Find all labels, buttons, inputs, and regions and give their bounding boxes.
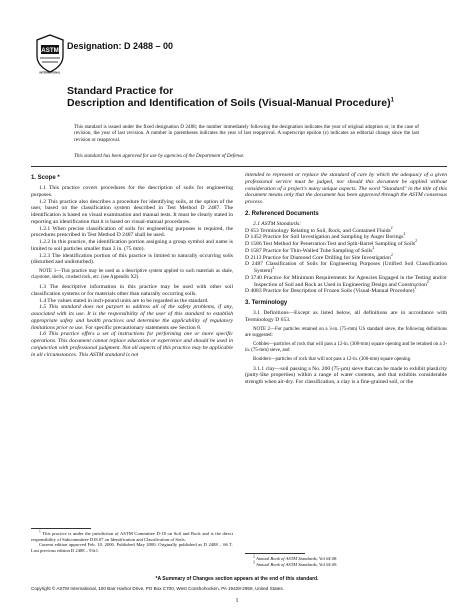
para-1-6-continued: intended to represent or replace the standard of care by which the adequacy of a given professional service must be judged, nor should this document be applied without consideration of a project's many unique aspects. The word "Standard" in the title of this document means only that the document has been approved through the ASTM consensus process.: [245, 172, 447, 205]
right-footnotes: [245, 556, 447, 567]
footnote-2-text: Annual Book of ASTM Standards, Vol 04.08.: [255, 556, 338, 561]
para-1-2-2: 1.2.2 In this practice, the identification portion assigning a group symbol and name is limited to soil particles smaller than 3 in. (75 mm).: [31, 239, 233, 252]
left-column: [31, 172, 233, 358]
section-references-heading: 2. Referenced Documents: [245, 210, 319, 217]
section-scope-heading: 1. Scope *: [31, 175, 60, 181]
para-1-4: 1.4 The values stated in inch-pound units are to be regarded as the standard.: [39, 297, 209, 304]
references-list: [245, 225, 447, 296]
astm-standards-subhead: 2.1 ASTM Standards:: [253, 220, 302, 227]
title-line-2: [67, 97, 407, 109]
reference-text: D 1586 Test Method for Penetration Test and Split-Barrel Sampling of Soils: [245, 241, 416, 247]
reference-item: [245, 288, 447, 295]
reference-text: D 4083 Practice for Description of Frozen Soils (Visual-Manual Procedure): [245, 288, 415, 295]
issue-note: This standard is issued under the fixed designation D 2488; the number immediately following the designation indicates the year of original adoption or, in the case of revision, the year of last revision. A number in parentheses indicates the year of last reapproval. A superscript epsilon (ε) indicates an editorial change since the last revision or reapproval.: [74, 124, 419, 143]
footnote-1-mark: 1: [39, 529, 41, 534]
svg-text:ASTM: ASTM: [41, 47, 59, 55]
designation: Designation: D 2488 – 00: [67, 41, 174, 51]
copyright-line: Copyright © ASTM International, 100 Barr Harbor Drive, PO Box C700, West Conshohocken, PA 19428-2959, United States.: [31, 586, 284, 591]
boulders-definition: Boulders—particles of rock that will not pass a 12-in. (300-mm) square opening.: [253, 356, 412, 362]
summary-of-changes-note: *A Summary of Changes section appears at the end of this standard.: [155, 576, 319, 582]
para-1-6: 1.6 This practice offers a set of instructions for performing one or more specific operations. This document cannot replace education or experience and should be used in conjunction with professional judgment. Not all aspects of this practice may be applicable in all circumstances. This ASTM standard is not: [31, 331, 233, 358]
header-divider: [31, 166, 447, 167]
dod-approval-note: This standard has been approved for use by agencies of the Department of Defense.: [74, 153, 245, 159]
reference-item: [245, 245, 447, 255]
reference-footnote-mark: 2: [390, 225, 393, 230]
reference-footnote-mark: 3: [414, 286, 417, 291]
footnote-2-mark: 2: [253, 554, 255, 559]
page-number: 1: [235, 598, 239, 604]
para-3-1-1: 3.1.1 clay—soil passing a No. 200 (75-μm) sieve that can be made to exhibit plasticity (putty-like properties) within a range of water contents, and that exhibits considerable strength when air-dry. For classification, a clay is a fine-grained soil, or the: [245, 365, 447, 385]
right-column: [245, 172, 447, 386]
astm-logo: [36, 34, 64, 74]
reference-text: D 3740 Practice for Minimum Requirements for Agencies Engaged in the Testing and/or Inspection of Soil and Rock as Used in Engineering Design and Construction: [245, 274, 447, 288]
reference-footnote-mark: 2: [426, 279, 429, 284]
title-line-1: Standard Practice for: [67, 85, 174, 97]
safety-reference: For specific precautionary statements see Section 8.: [83, 324, 202, 331]
reference-item: [245, 241, 447, 248]
footnote-1-text: This practice is under the jurisdiction of ASTM Committee D-18 on Soil and Rock and is the direct responsibility of Subcommittee D18.07 on Identification and Classification of Soils.: [31, 531, 233, 542]
para-1-5: [31, 304, 233, 331]
footnote-3-mark: 3: [253, 560, 255, 565]
para-3-1: 3.1 Definitions—Except as listed below, all definitions are in accordance with Terminology D 653.: [245, 310, 447, 323]
reference-footnote-mark: 2: [403, 232, 406, 237]
reference-item: [245, 261, 447, 275]
footnote-1-edition: Current edition approved Feb. 10, 2000. Published May 2000. Originally published as D 2488 – 66 T. Last previous edition D 2488 – 93ε1.: [31, 542, 233, 553]
document-title: Description and Identification of Soils (Visual-Manual Procedure): [67, 97, 391, 109]
svg-text:INTERNATIONAL: INTERNATIONAL: [39, 71, 61, 74]
reference-text: D 2113 Practice for Diamond Core Drilling for Site Investigation: [245, 254, 391, 261]
para-1-2-1: 1.2.1 When precise classification of soils for engineering purposes is required, the procedures prescribed in Test Method D 2487 shall be used.: [31, 225, 233, 239]
reference-item: [245, 275, 447, 289]
footnote-3-text: Annual Book of ASTM Standards, Vol 04.09.: [255, 561, 338, 567]
reference-footnote-mark: 2: [390, 252, 393, 257]
safety-statement: 1.5 This standard does not purport to address all of the safety problems, if any, associated with its use. It is the responsibility of the user of this standard to establish appropriate safety and health practices and determine the applicability of regulatory limitations prior to use.: [31, 304, 233, 331]
note-1: NOTE 1—This practice may be used as a descriptive system applied to such materials as shale, claystone, shells, crushed rock, etc. (see Appendix X2).: [31, 269, 233, 280]
footnote-1: [31, 531, 233, 553]
cobbles-definition: Cobbles—particles of rock that will pass a 12-in. (300-mm) square opening and be retained on a 3-in. (75-mm) sieve, and: [245, 341, 447, 353]
para-1-3: 1.3 The descriptive information in this practice may be used with other soil classification systems or for materials other than naturally occurring soils.: [31, 284, 233, 297]
section-terminology-heading: 3. Terminology: [245, 300, 288, 306]
reference-footnote-mark: 2: [415, 239, 417, 244]
reference-text: D 1587 Practice for Thin-Walled Tube Sampling of Soils: [245, 247, 373, 254]
reference-footnote-mark: 2: [372, 245, 375, 250]
reference-text: D 2487 Classification of Soils for Engineering Purposes (Unified Soil Classification System): [245, 261, 447, 274]
title-footnote-mark: 1: [390, 97, 394, 104]
reference-text: D 1452 Practice for Soil Investigation and Sampling by Auger Borings: [245, 234, 404, 241]
reference-footnote-mark: 2: [272, 266, 275, 271]
para-1-2: 1.2 This practice also describes a procedure for identifying soils, at the option of the user, based on the classification system described in Test Method D 2487. The identification is based on visual examination and manual tests. It must be clearly stated in reporting an identification that it is based on visual-manual procedures.: [31, 198, 233, 225]
para-1-2-3: 1.2.3 The identification portion of this practice is limited to naturally occurring soils (disturbed and undisturbed).: [31, 252, 233, 266]
title-block: [67, 85, 407, 109]
reference-text: D 653 Terminology Relating to Soil, Rock, and Contained Fluids: [245, 227, 391, 234]
note-2: NOTE 2—For particles retained on a 3-in. (75-mm) US standard sieve, the following definitions are suggested:: [245, 326, 447, 338]
para-1-1: 1.1 This practice covers procedures for the description of soils for engineering purposes.: [31, 185, 233, 198]
